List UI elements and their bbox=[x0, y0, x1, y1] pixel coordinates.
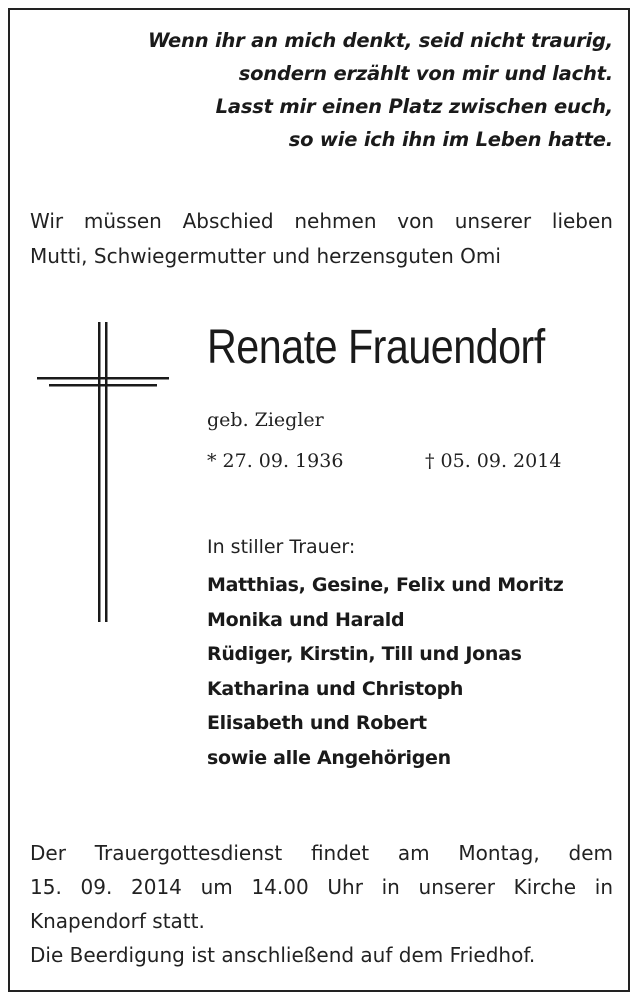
death-date: † 05. 09. 2014 bbox=[425, 450, 562, 472]
deceased-name: Renate Frauendorf bbox=[207, 321, 545, 374]
mourner-line: Matthias, Gesine, Felix und Moritz bbox=[207, 574, 564, 596]
poem bbox=[53, 24, 613, 156]
service-line: Knapendorf statt. bbox=[30, 909, 205, 933]
poem-line: so wie ich ihn im Leben hatte. bbox=[288, 128, 613, 151]
intro-line: Mutti, Schwiegermutter und herzensguten Omi bbox=[30, 244, 501, 268]
service-line: 15. 09. 2014 um 14.00 Uhr in unserer Kirche in bbox=[30, 875, 613, 899]
poem-line: Wenn ihr an mich denkt, seid nicht traurig, bbox=[147, 29, 613, 52]
service-info bbox=[30, 836, 613, 972]
mourner-line: Katharina und Christoph bbox=[207, 677, 464, 700]
poem-line: Lasst mir einen Platz zwischen euch, bbox=[215, 95, 613, 118]
mourning-label: In stiller Trauer: bbox=[207, 536, 356, 558]
mourner-line: Rüdiger, Kirstin, Till und Jonas bbox=[207, 643, 522, 665]
intro-text bbox=[30, 204, 613, 274]
mourner-line: sowie alle Angehörigen bbox=[207, 746, 451, 769]
born-name: geb. Ziegler bbox=[207, 409, 324, 431]
service-line: Der Trauergottesdienst findet am Montag, dem bbox=[30, 841, 613, 865]
mourners-list bbox=[207, 568, 564, 775]
mourner-line: Elisabeth und Robert bbox=[207, 712, 427, 734]
service-line: Die Beerdigung ist anschließend auf dem Friedhof. bbox=[30, 943, 536, 967]
cross-icon bbox=[37, 322, 169, 622]
mourner-line: Monika und Harald bbox=[207, 608, 405, 631]
birth-date: * 27. 09. 1936 bbox=[207, 450, 344, 472]
poem-line: sondern erzählt von mir und lacht. bbox=[238, 62, 613, 85]
intro-line: Wir müssen Abschied nehmen von unserer lieben bbox=[30, 209, 613, 233]
